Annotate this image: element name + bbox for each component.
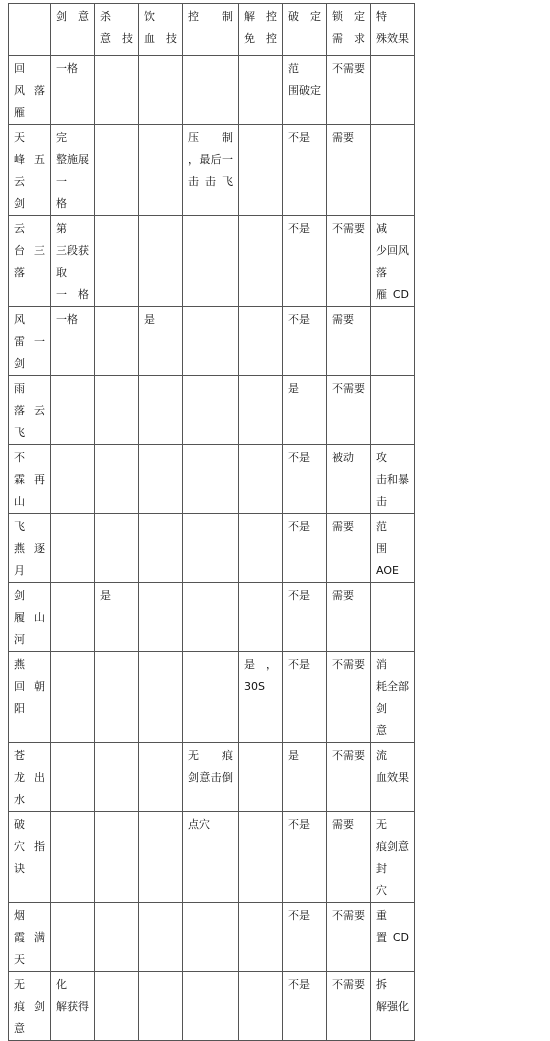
table-cell	[51, 812, 95, 903]
skill-name-cell	[9, 743, 51, 812]
table-cell	[183, 972, 239, 1041]
header-cell	[95, 4, 139, 56]
cell-value: 一格	[56, 313, 78, 326]
table-cell	[239, 972, 283, 1041]
table-cell	[239, 583, 283, 652]
table-cell	[95, 812, 139, 903]
table-cell	[183, 514, 239, 583]
table-cell	[183, 216, 239, 307]
skill-name: 剑 履山河	[14, 589, 45, 646]
table-cell	[327, 743, 371, 812]
table-cell	[51, 514, 95, 583]
table-cell	[283, 812, 327, 903]
skill-name-cell	[9, 812, 51, 903]
cell-value: 不需要	[332, 382, 365, 395]
cell-value: 不是	[288, 589, 310, 602]
table-cell	[327, 125, 371, 216]
table-cell	[283, 583, 327, 652]
table-body	[9, 4, 415, 1041]
cell-value: 不是	[288, 222, 310, 235]
cell-value: 不需要	[332, 222, 365, 235]
cell-value: 不需要	[332, 909, 365, 922]
table-cell	[183, 307, 239, 376]
cell-value: 是	[144, 313, 155, 326]
table-row	[9, 216, 415, 307]
header-label: 控制	[188, 10, 233, 23]
skill-name-cell	[9, 216, 51, 307]
cell-value: 消 耗全部剑 意	[376, 658, 409, 737]
table-cell	[51, 583, 95, 652]
table-cell	[95, 903, 139, 972]
cell-value: 不需要	[332, 749, 365, 762]
header-label: 破定	[288, 10, 321, 23]
cell-value: 是	[288, 749, 299, 762]
table-cell	[371, 514, 415, 583]
table-cell	[51, 216, 95, 307]
table-cell	[139, 125, 183, 216]
skill-name: 烟 霞满天	[14, 909, 45, 966]
table-cell	[95, 445, 139, 514]
cell-value: 压制 ，最后一 击击飞	[188, 131, 233, 188]
table-cell	[327, 812, 371, 903]
header-label: 特 殊效果	[376, 10, 409, 45]
table-cell	[183, 583, 239, 652]
cell-value: 不是	[288, 978, 310, 991]
table-cell	[51, 376, 95, 445]
table-row	[9, 56, 415, 125]
cell-value: 流 血效果	[376, 749, 409, 784]
table-cell	[239, 514, 283, 583]
skill-name-cell	[9, 972, 51, 1041]
table-cell	[371, 903, 415, 972]
table-row	[9, 307, 415, 376]
header-cell	[327, 4, 371, 56]
skill-name: 破 穴指诀	[14, 818, 45, 875]
header-label: 杀 意技	[100, 10, 133, 45]
table-cell	[327, 903, 371, 972]
table-cell	[95, 972, 139, 1041]
cell-value: 第 三段获取 一格	[56, 222, 89, 301]
table-cell	[51, 445, 95, 514]
skill-name: 雨 落云飞	[14, 382, 45, 439]
header-cell	[183, 4, 239, 56]
table-cell	[371, 125, 415, 216]
cell-value: 完 整施展一 格	[56, 131, 89, 210]
cell-value: 不需要	[332, 62, 365, 75]
table-row	[9, 972, 415, 1041]
table-cell	[51, 125, 95, 216]
header-row	[9, 4, 415, 56]
table-row	[9, 376, 415, 445]
table-cell	[283, 445, 327, 514]
cell-value: 需要	[332, 131, 354, 144]
cell-value: 需要	[332, 313, 354, 326]
cell-value: 化 解获得	[56, 978, 89, 1013]
table-cell	[139, 972, 183, 1041]
table-cell	[239, 652, 283, 743]
table-cell	[371, 445, 415, 514]
table-cell	[183, 125, 239, 216]
table-cell	[183, 445, 239, 514]
cell-value: 是， 30S	[244, 658, 277, 693]
table-cell	[371, 583, 415, 652]
table-cell	[95, 216, 139, 307]
table-cell	[51, 307, 95, 376]
table-cell	[239, 743, 283, 812]
table-row	[9, 652, 415, 743]
table-cell	[283, 307, 327, 376]
table-cell	[139, 445, 183, 514]
skill-name-cell	[9, 56, 51, 125]
table-cell	[183, 376, 239, 445]
table-row	[9, 445, 415, 514]
table-cell	[183, 812, 239, 903]
header-label: 解控 免控	[244, 10, 277, 45]
table-cell	[95, 125, 139, 216]
table-cell	[95, 56, 139, 125]
table-cell	[327, 216, 371, 307]
header-cell	[239, 4, 283, 56]
cell-value: 一格	[56, 62, 78, 75]
cell-value: 重 置CD	[376, 909, 409, 944]
cell-value: 减 少回风落 雁CD	[376, 222, 409, 301]
cell-value: 不是	[288, 818, 310, 831]
table-cell	[95, 307, 139, 376]
skill-name: 云 台三落	[14, 222, 45, 279]
skill-name: 燕 回朝阳	[14, 658, 45, 715]
cell-value: 不需要	[332, 658, 365, 671]
table-cell	[283, 972, 327, 1041]
skill-name: 飞 燕逐月	[14, 520, 45, 577]
table-cell	[283, 376, 327, 445]
cell-value: 不是	[288, 658, 310, 671]
table-cell	[371, 972, 415, 1041]
cell-value: 被动	[332, 451, 354, 464]
table-cell	[239, 812, 283, 903]
table-cell	[371, 652, 415, 743]
skill-name-cell	[9, 583, 51, 652]
table-cell	[139, 652, 183, 743]
table-cell	[183, 56, 239, 125]
header-label: 饮 血技	[144, 10, 177, 45]
table-cell	[283, 56, 327, 125]
table-cell	[371, 216, 415, 307]
skill-name-cell	[9, 125, 51, 216]
table-cell	[371, 812, 415, 903]
table-cell	[239, 445, 283, 514]
header-cell	[371, 4, 415, 56]
table-cell	[51, 903, 95, 972]
table-cell	[239, 125, 283, 216]
table-cell	[95, 583, 139, 652]
table-cell	[95, 652, 139, 743]
cell-value: 范 围AOE	[376, 520, 399, 577]
table-cell	[239, 376, 283, 445]
table-cell	[139, 56, 183, 125]
skill-table	[8, 3, 415, 1041]
table-cell	[283, 743, 327, 812]
table-cell	[283, 652, 327, 743]
skill-name-cell	[9, 652, 51, 743]
skill-name-cell	[9, 445, 51, 514]
table-cell	[239, 56, 283, 125]
table-cell	[95, 514, 139, 583]
table-cell	[371, 743, 415, 812]
table-cell	[139, 903, 183, 972]
table-cell	[51, 972, 95, 1041]
table-cell	[327, 56, 371, 125]
skill-name-cell	[9, 376, 51, 445]
table-cell	[239, 307, 283, 376]
table-cell	[327, 514, 371, 583]
header-label: 锁定 需求	[332, 10, 365, 45]
table-row	[9, 812, 415, 903]
header-cell	[283, 4, 327, 56]
table-row	[9, 903, 415, 972]
table-cell	[183, 903, 239, 972]
table-cell	[139, 583, 183, 652]
cell-value: 需要	[332, 520, 354, 533]
header-label: 剑意	[56, 10, 89, 23]
skill-name: 无 痕剑意	[14, 978, 45, 1035]
header-cell	[9, 4, 51, 56]
cell-value: 不是	[288, 131, 310, 144]
table-cell	[371, 307, 415, 376]
table-cell	[239, 903, 283, 972]
table-cell	[51, 652, 95, 743]
cell-value: 是	[288, 382, 299, 395]
table-cell	[139, 514, 183, 583]
table-cell	[139, 376, 183, 445]
cell-value: 需要	[332, 818, 354, 831]
table-cell	[95, 376, 139, 445]
cell-value: 拆 解强化	[376, 978, 409, 1013]
table-cell	[239, 216, 283, 307]
table-row	[9, 583, 415, 652]
skill-name-cell	[9, 514, 51, 583]
table-cell	[183, 652, 239, 743]
table-cell	[139, 307, 183, 376]
table-cell	[51, 56, 95, 125]
skill-name-cell	[9, 903, 51, 972]
skill-name: 回 风落雁	[14, 62, 45, 119]
table-cell	[51, 743, 95, 812]
cell-value: 不需要	[332, 978, 365, 991]
table-cell	[371, 56, 415, 125]
table-cell	[327, 307, 371, 376]
cell-value: 不是	[288, 451, 310, 464]
cell-value: 范 围破定	[288, 62, 321, 97]
header-cell	[139, 4, 183, 56]
header-cell	[51, 4, 95, 56]
skill-name: 苍 龙出水	[14, 749, 45, 806]
cell-value: 不是	[288, 520, 310, 533]
cell-value: 不是	[288, 909, 310, 922]
cell-value: 不是	[288, 313, 310, 326]
skill-name: 不 霖再山	[14, 451, 45, 508]
table-cell	[327, 445, 371, 514]
table-cell	[283, 514, 327, 583]
skill-name: 风 雷一剑	[14, 313, 45, 370]
table-cell	[327, 652, 371, 743]
table-cell	[283, 216, 327, 307]
table-cell	[95, 743, 139, 812]
table-row	[9, 743, 415, 812]
cell-value: 是	[100, 589, 111, 602]
skill-name: 天 峰五云 剑	[14, 131, 45, 210]
table-cell	[283, 903, 327, 972]
cell-value: 需要	[332, 589, 354, 602]
table-cell	[283, 125, 327, 216]
table-cell	[327, 376, 371, 445]
cell-value: 无 痕剑意封 穴	[376, 818, 409, 897]
cell-value: 攻 击和暴击	[376, 451, 409, 508]
table-row	[9, 125, 415, 216]
table-cell	[139, 216, 183, 307]
cell-value: 无痕 剑意击倒	[188, 749, 233, 784]
table-cell	[371, 376, 415, 445]
table-cell	[327, 972, 371, 1041]
table-row	[9, 514, 415, 583]
table-cell	[183, 743, 239, 812]
cell-value: 点穴	[188, 818, 210, 831]
skill-name-cell	[9, 307, 51, 376]
table-cell	[139, 743, 183, 812]
table-cell	[139, 812, 183, 903]
table-cell	[327, 583, 371, 652]
